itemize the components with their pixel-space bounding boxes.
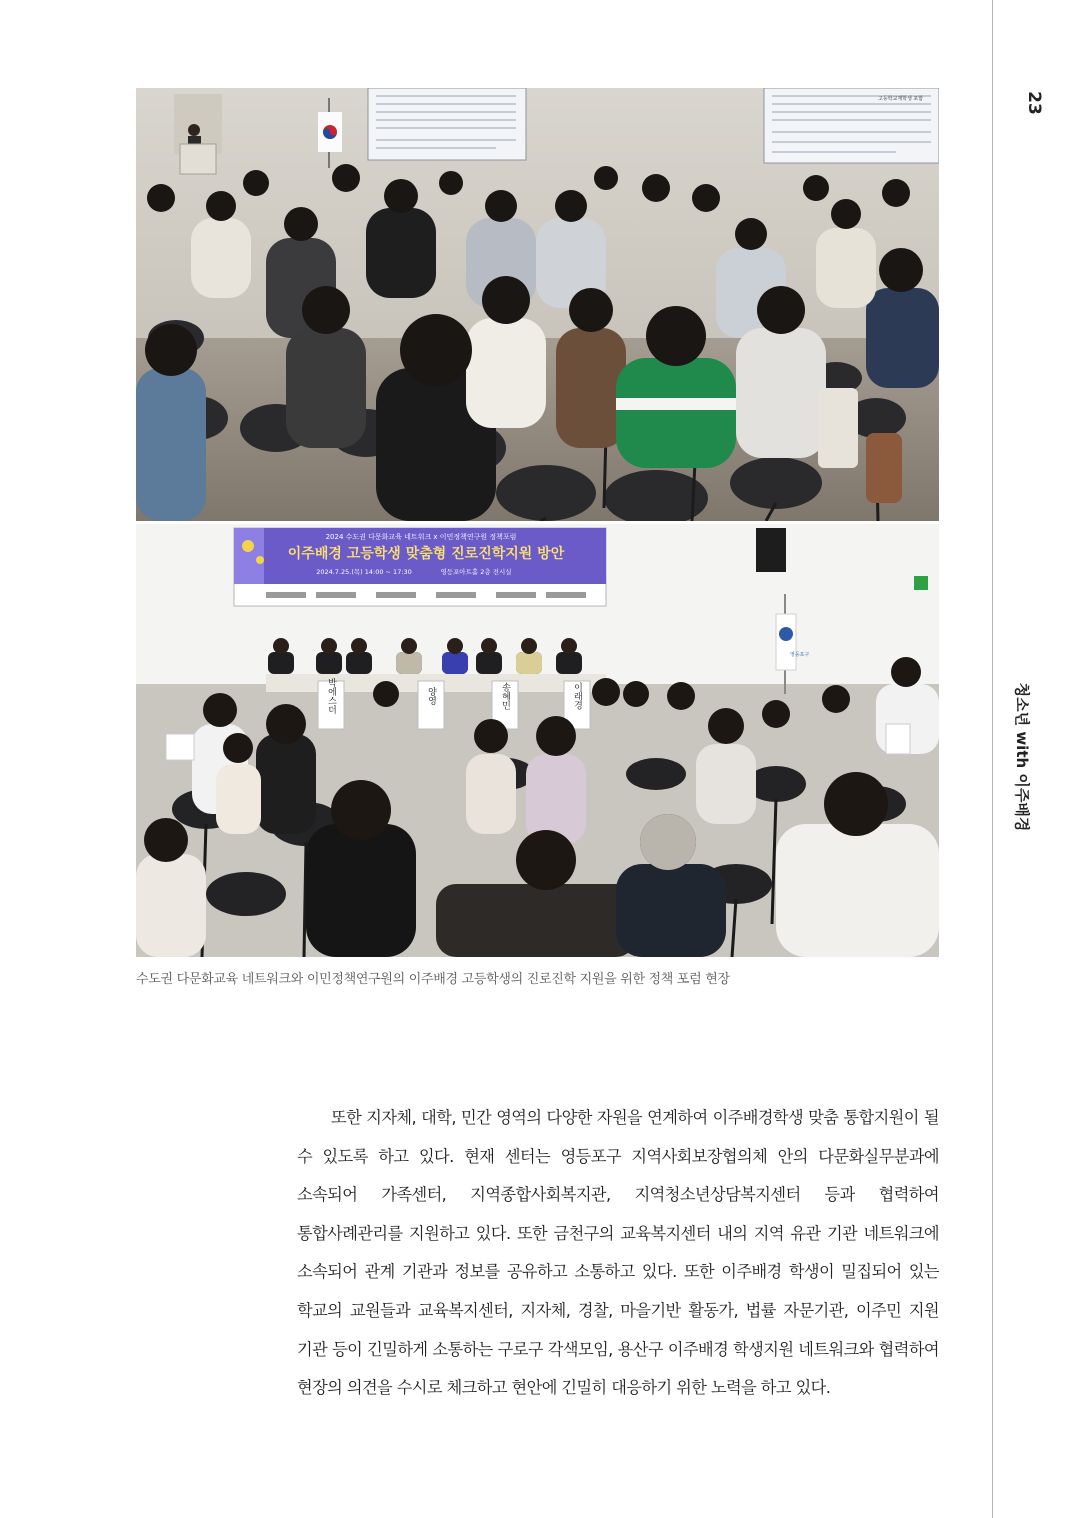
banner-subtitle: 2024 수도권 다문화교육 네트워크 x 이민정책연구원 정책포럼 xyxy=(325,533,517,541)
banner-date: 2024.7.25.(목) 14:00 ~ 17:30 xyxy=(316,568,412,576)
slide-text: 고등학교재학생 포함 xyxy=(878,96,924,102)
name-plate-2: 양영 xyxy=(426,687,436,705)
section-title: 청소년 with 이주배경 xyxy=(1013,682,1031,832)
body-text xyxy=(297,1099,939,1408)
forum-panel-photo xyxy=(136,524,939,957)
forum-audience-photo xyxy=(136,88,939,521)
name-plate-1: 박에스더 xyxy=(326,678,336,714)
name-plate-3: 송혜민 xyxy=(500,682,510,710)
banner-venue: 영등포아트홀 2층 전시실 xyxy=(440,568,512,576)
body-paragraph: 또한 지자체, 대학, 민간 영역의 다양한 자원을 연계하여 이주배경학생 맞춤 통합지원이 될 수 있도록 하고 있다. 현재 센터는 영등포구 지역사회보장협의체 안의 다문화실무분과에 소속되어 가족센터, 지역종합사회복지관, 지역청소년상담복지센터 등과 협력하여 통합사례관리를 지원하고 있다. 또한 금천구의 교육복지센터 내의 지역 유관 기관 네트워크에 소속되어 관계 기관과 정보를 공유하고 소통하고 있다. 또한 이주배경 학생이 밀집되어 있는 학교의 교원들과 교육복지센터, 지자체, 경찰, 마을기반 활동가, 법률 자문기관, 이주민 지원 기관 등이 긴밀하게 소통하는 구로구 각색모임, 용산구 이주배경 학생지원 네트워크와 협력하여 현장의 의견을 수시로 체크하고 현안에 긴밀히 대응하기 위한 노력을 하고 있다. xyxy=(297,1108,939,1398)
banner-title: 이주배경 고등학생 맞춤형 진로진학지원 방안 xyxy=(287,546,565,562)
name-plate-4: 이래경 xyxy=(572,682,582,710)
photo-caption: 수도권 다문화교육 네트워크와 이민정책연구원의 이주배경 고등학생의 진로진학 지원을 위한 정책 포럼 현장 xyxy=(136,972,730,987)
page-number: 23 xyxy=(1024,91,1044,115)
flag-text: 영등포구 xyxy=(790,652,810,658)
side-divider-line xyxy=(992,0,993,1518)
